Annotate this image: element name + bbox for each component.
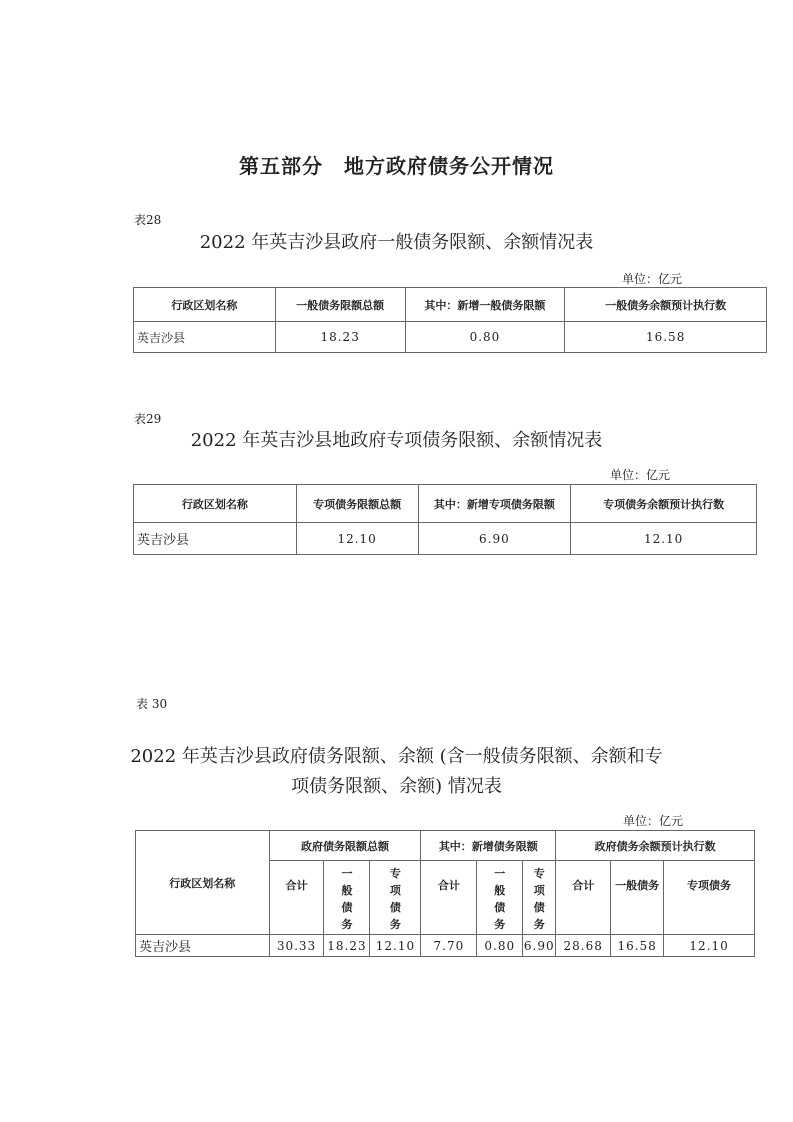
table29-header-row — [134, 485, 757, 523]
table-row — [134, 523, 757, 555]
table30-group-new-limit: 其中：新增债务限额 — [421, 831, 556, 861]
table29-title: 2022 年英吉沙县地政府专项债务限额、余额情况表 — [190, 430, 603, 451]
table29-header-name: 行政区划名称 — [134, 485, 297, 523]
table28-label: 表28 — [134, 213, 162, 227]
table30-title-line2: 项债务限额、余额) 情况表 — [291, 776, 502, 797]
table30-label: 表 30 — [136, 697, 168, 711]
table29-cell-limit: 12.10 — [296, 523, 418, 555]
table28-header-new-limit: 其中：新增一般债务限额 — [405, 288, 565, 322]
table29-unit: 单位：亿元 — [610, 468, 671, 482]
table30-unit: 单位：亿元 — [623, 814, 684, 828]
table29-label: 表29 — [134, 412, 162, 426]
table29-header-limit: 专项债务限额总额 — [296, 485, 418, 523]
table30-sub-balance-special: 专项债务 — [664, 861, 755, 935]
table30-sub-new-special: 专项债务 — [533, 867, 545, 931]
table30-cell-balance-special: 12.10 — [664, 935, 755, 957]
table30-cell-balance-general: 16.58 — [611, 935, 664, 957]
table30-cell-name: 英吉沙县 — [136, 935, 270, 957]
table28-header-name: 行政区划名称 — [134, 288, 276, 322]
table30-sub-limit-general: 一般债务 — [341, 867, 353, 931]
table30-group-header-row — [136, 831, 755, 861]
table28-cell-new-limit: 0.80 — [405, 322, 565, 353]
table29-header-balance: 专项债务余额预计执行数 — [571, 485, 757, 523]
table-row — [136, 935, 755, 957]
table28-cell-limit: 18.23 — [275, 322, 405, 353]
table30-cell-limit-special: 12.10 — [370, 935, 421, 957]
table30-title-line1: 2022 年英吉沙县政府债务限额、余额 (含一般债务限额、余额和专 — [130, 746, 663, 767]
table30-cell-new-special: 6.90 — [523, 935, 556, 957]
table28-cell-name: 英吉沙县 — [134, 322, 276, 353]
table30-cell-limit-total: 30.33 — [269, 935, 324, 957]
table30-cell-new-total: 7.70 — [421, 935, 477, 957]
table30-sub-new-total: 合计 — [421, 861, 477, 935]
table30 — [135, 830, 755, 957]
table28-cell-balance: 16.58 — [565, 322, 767, 353]
table29-cell-new-limit: 6.90 — [418, 523, 571, 555]
table30-sub-balance-total: 合计 — [556, 861, 611, 935]
table28 — [133, 287, 767, 353]
table30-cell-new-general: 0.80 — [477, 935, 523, 957]
table30-sub-limit-total: 合计 — [269, 861, 324, 935]
table30-sub-new-general: 一般债务 — [494, 867, 506, 931]
page-title: 第五部分 地方政府债务公开情况 — [239, 154, 554, 178]
table28-header-limit: 一般债务限额总额 — [275, 288, 405, 322]
table30-group-limit: 政府债务限额总额 — [269, 831, 421, 861]
table28-header-row — [134, 288, 767, 322]
table29 — [133, 484, 757, 555]
table28-title: 2022 年英吉沙县政府一般债务限额、余额情况表 — [199, 232, 594, 253]
table28-header-balance: 一般债务余额预计执行数 — [565, 288, 767, 322]
table30-sub-balance-general: 一般债务 — [611, 861, 664, 935]
table30-sub-limit-special: 专项债务 — [389, 867, 401, 931]
table29-cell-balance: 12.10 — [571, 523, 757, 555]
table29-header-new-limit: 其中：新增专项债务限额 — [418, 485, 571, 523]
table30-header-name: 行政区划名称 — [136, 831, 270, 935]
table30-cell-balance-total: 28.68 — [556, 935, 611, 957]
table-row — [134, 322, 767, 353]
table30-cell-limit-general: 18.23 — [324, 935, 370, 957]
table29-cell-name: 英吉沙县 — [134, 523, 297, 555]
table28-unit: 单位：亿元 — [622, 272, 683, 286]
table30-group-balance: 政府债务余额预计执行数 — [556, 831, 755, 861]
